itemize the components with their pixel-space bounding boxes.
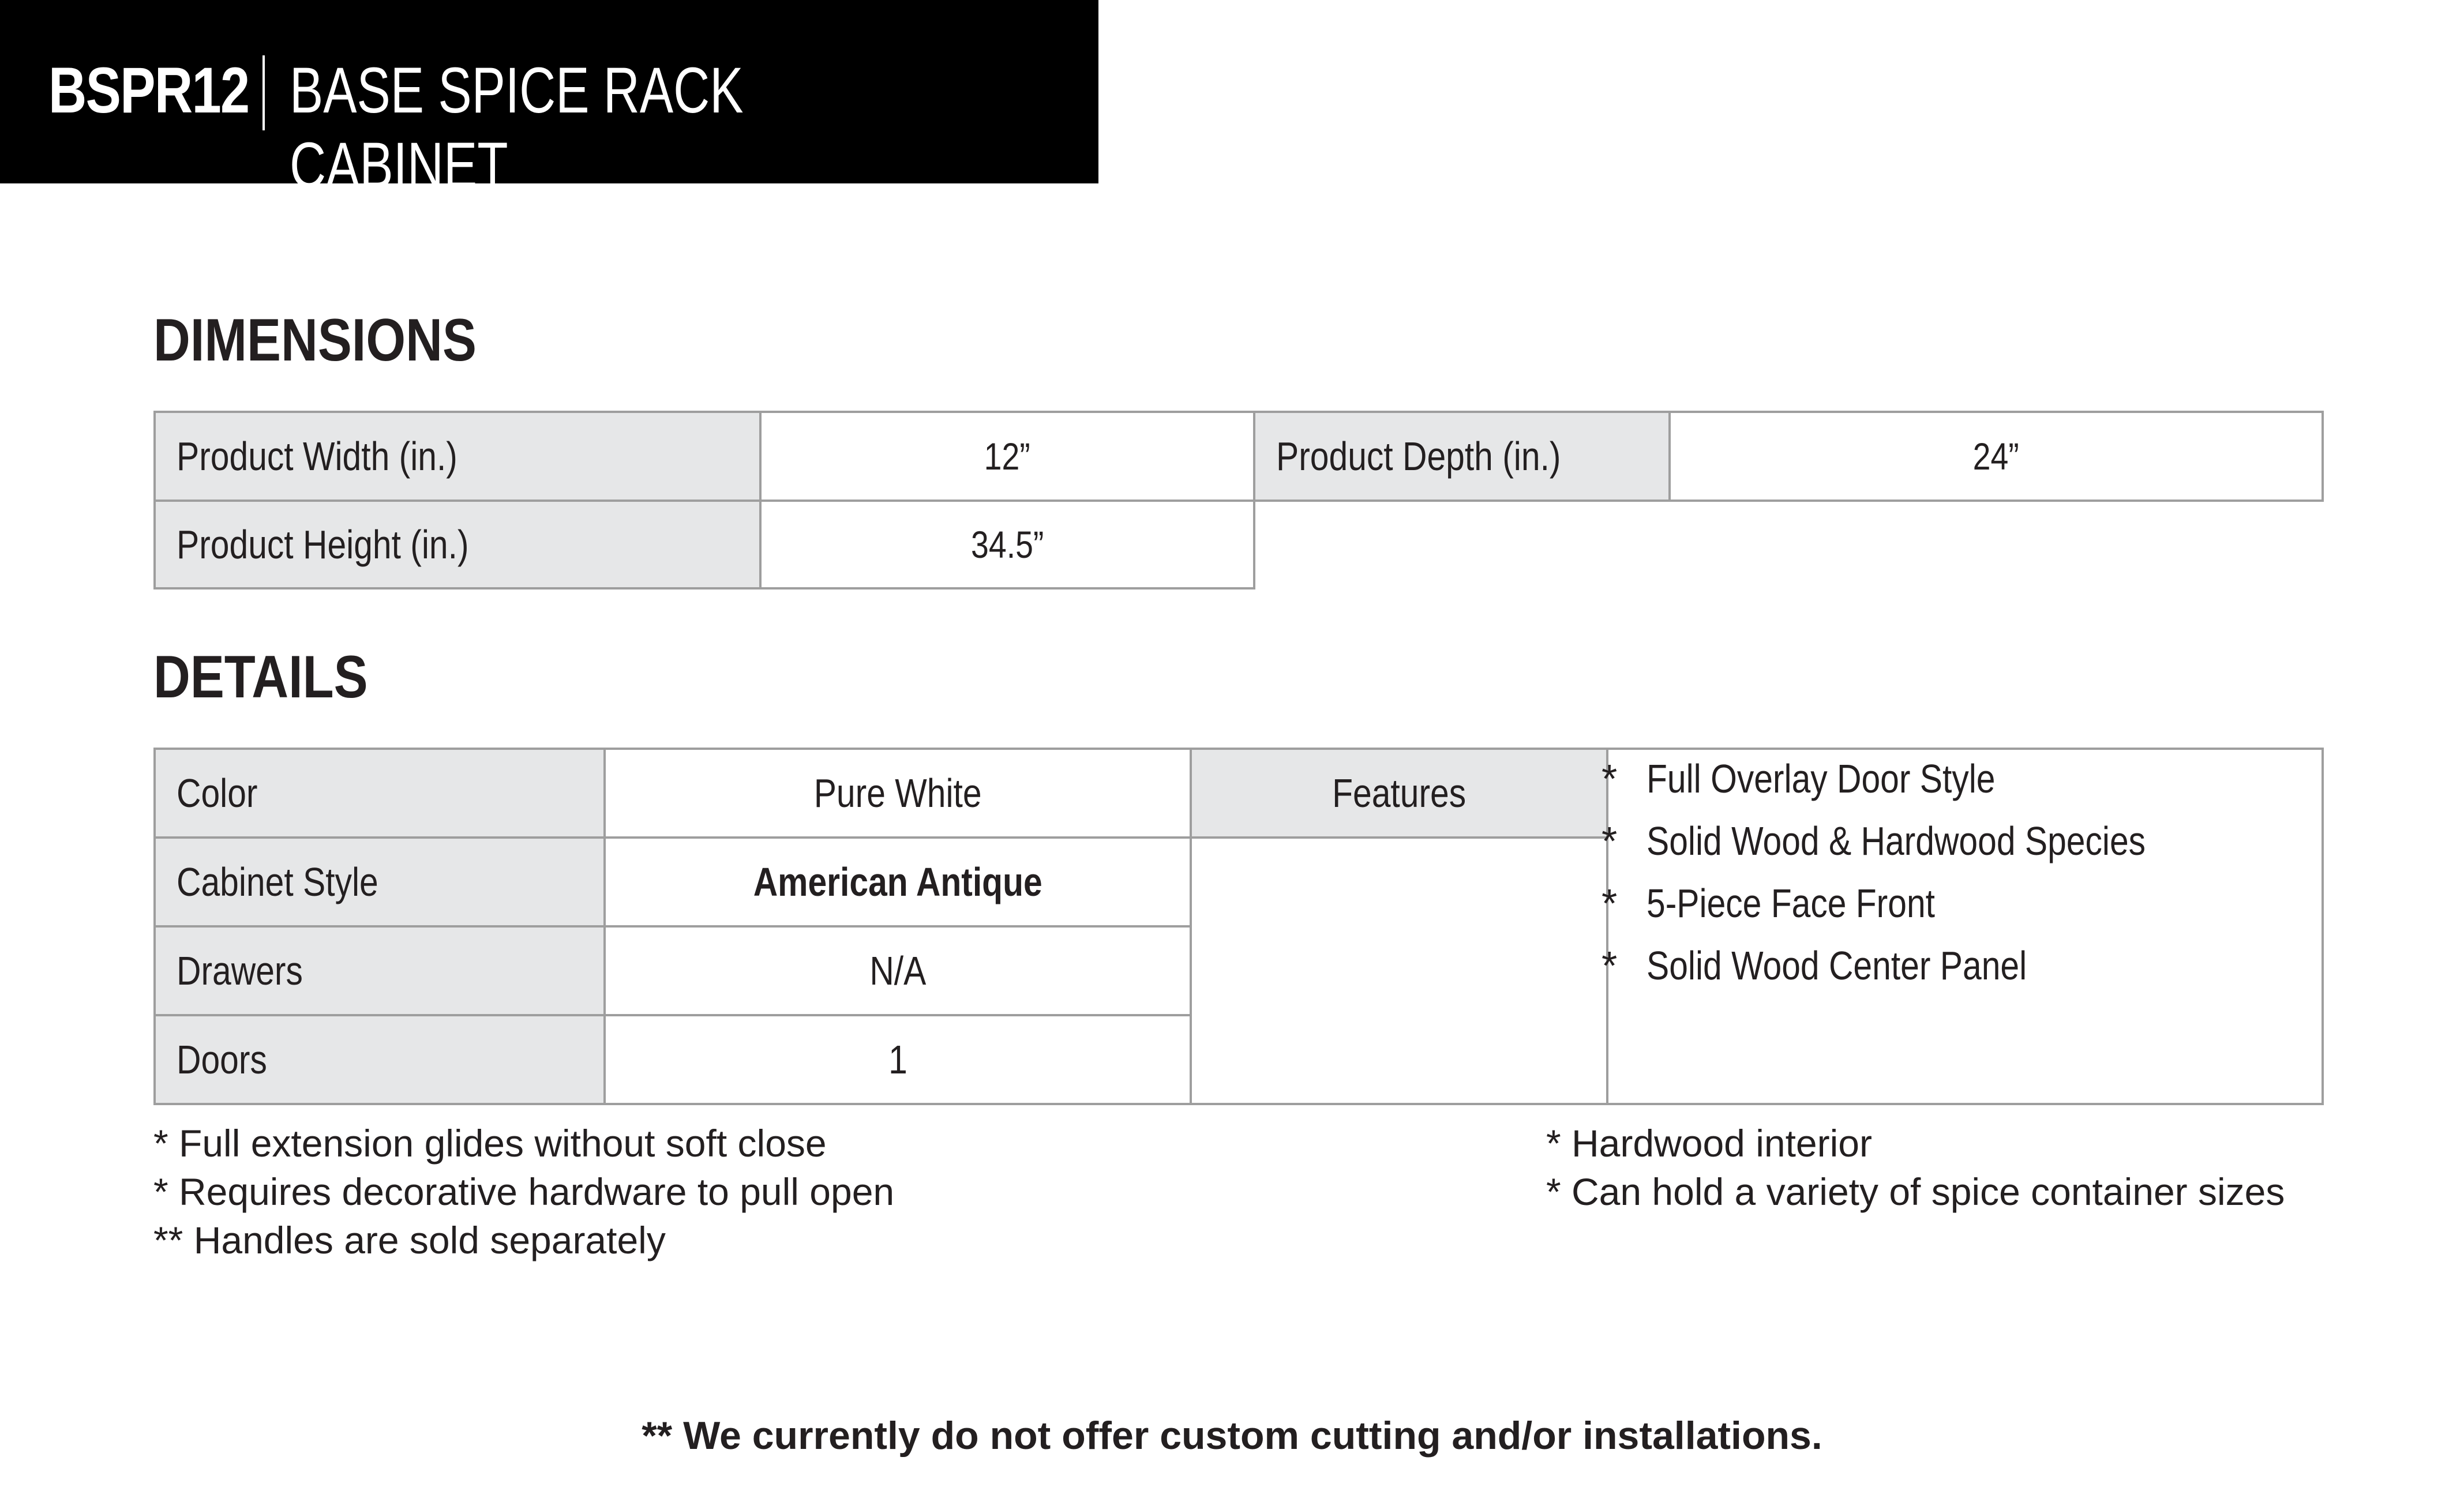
height-value: 34.5” bbox=[970, 523, 1044, 566]
drawers-label: Drawers bbox=[177, 948, 303, 993]
doors-value: 1 bbox=[888, 1037, 907, 1082]
product-code: BSPR12 bbox=[48, 54, 249, 126]
feature-text: 5-Piece Face Front bbox=[1647, 881, 1936, 926]
width-value: 12” bbox=[984, 435, 1031, 478]
note-line: * Requires decorative hardware to pull open bbox=[153, 1170, 895, 1213]
list-item bbox=[1602, 748, 2317, 810]
feature-text: Full Overlay Door Style bbox=[1647, 756, 1996, 801]
dimensions-title: DIMENSIONS bbox=[153, 307, 477, 374]
height-label: Product Height (in.) bbox=[177, 522, 469, 567]
notes-right bbox=[1546, 1119, 2285, 1216]
color-label: Color bbox=[177, 771, 258, 816]
height-label-cell bbox=[153, 500, 762, 589]
features-list bbox=[1602, 748, 2317, 997]
cabinet-style-value-cell bbox=[603, 836, 1192, 928]
doors-label-cell bbox=[153, 1014, 606, 1105]
features-blank-cell bbox=[1190, 836, 1608, 1105]
depth-label: Product Depth (in.) bbox=[1276, 434, 1561, 479]
notes-left bbox=[153, 1119, 894, 1264]
list-item bbox=[1602, 872, 2317, 934]
details-title: DETAILS bbox=[153, 644, 368, 711]
depth-value-cell bbox=[1668, 411, 2324, 502]
note-line: * Can hold a variety of spice container sizes bbox=[1546, 1170, 2285, 1213]
cabinet-style-value: American Antique bbox=[753, 859, 1042, 904]
bullet-star: * bbox=[1602, 943, 1618, 988]
cabinet-style-label-cell bbox=[153, 836, 606, 928]
drawers-label-cell bbox=[153, 925, 606, 1016]
note-line: ** Handles are sold separately bbox=[153, 1219, 666, 1261]
doors-value-cell bbox=[603, 1014, 1192, 1105]
bullet-star: * bbox=[1602, 756, 1618, 801]
features-label: Features bbox=[1332, 771, 1467, 816]
features-label-cell bbox=[1190, 748, 1608, 839]
depth-value: 24” bbox=[1972, 435, 2020, 478]
feature-text: Solid Wood Center Panel bbox=[1647, 943, 2027, 988]
color-label-cell bbox=[153, 748, 606, 839]
bullet-star: * bbox=[1602, 818, 1618, 863]
note-line: * Full extension glides without soft close bbox=[153, 1122, 827, 1165]
list-item bbox=[1602, 810, 2317, 872]
color-value: Pure White bbox=[813, 771, 982, 816]
cabinet-style-label: Cabinet Style bbox=[177, 859, 378, 904]
product-title: BASE SPICE RACK CABINET bbox=[290, 54, 744, 201]
height-value-cell bbox=[759, 500, 1255, 589]
header-banner bbox=[0, 0, 1098, 201]
drawers-value-cell bbox=[603, 925, 1192, 1016]
depth-label-cell bbox=[1253, 411, 1671, 502]
width-value-cell bbox=[759, 411, 1255, 502]
header-divider bbox=[262, 55, 265, 130]
bullet-star: * bbox=[1602, 881, 1618, 926]
width-label: Product Width (in.) bbox=[177, 434, 457, 479]
note-line: * Hardwood interior bbox=[1546, 1122, 1872, 1165]
doors-label: Doors bbox=[177, 1037, 267, 1082]
feature-text: Solid Wood & Hardwood Species bbox=[1647, 818, 2146, 863]
list-item bbox=[1602, 934, 2317, 997]
color-value-cell bbox=[603, 748, 1192, 839]
drawers-value: N/A bbox=[869, 948, 927, 993]
footer-note: ** We currently do not offer custom cutting and/or installations. bbox=[642, 1414, 1822, 1458]
width-label-cell bbox=[153, 411, 762, 502]
